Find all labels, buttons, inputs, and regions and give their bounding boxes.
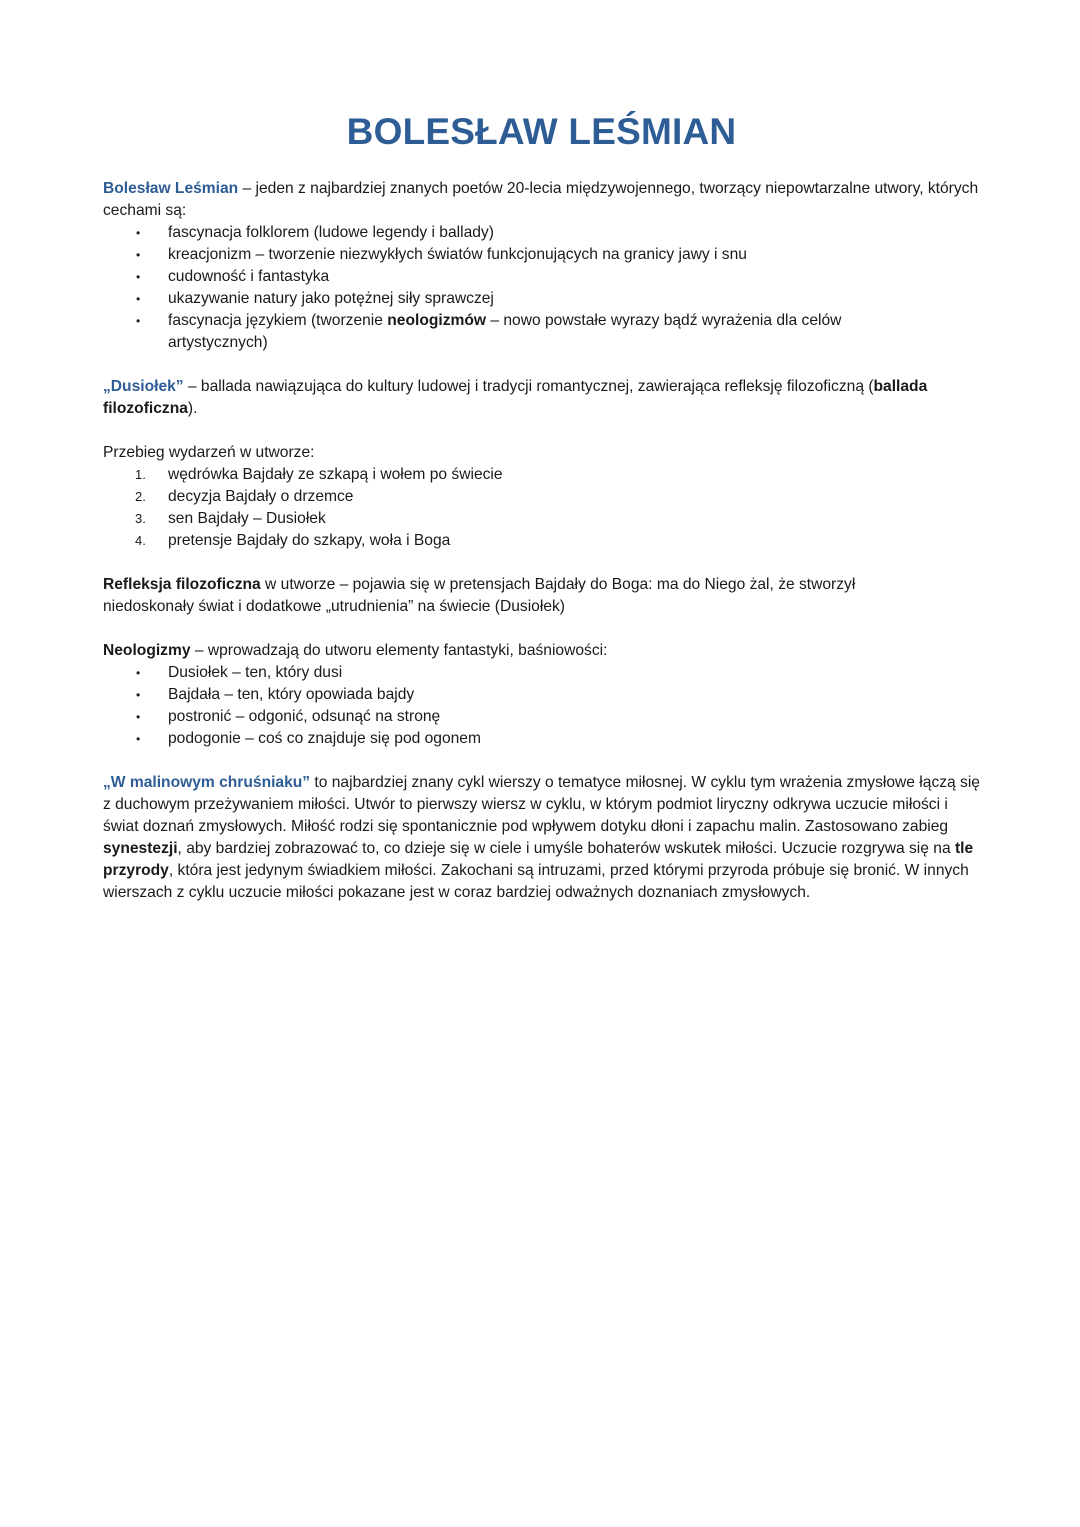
list-item: • ukazywanie natury jako potężnej siły sprawczej bbox=[103, 288, 980, 310]
bullet-icon: • bbox=[136, 226, 141, 240]
malinowy-title: „W malinowym chruśniaku” bbox=[103, 774, 311, 791]
neologisms-list bbox=[103, 662, 980, 750]
list-item: • Dusiołek – ten, który dusi bbox=[103, 662, 980, 684]
bullet-icon: • bbox=[136, 688, 141, 702]
neologisms-heading: Neologizmy – wprowadzają do utworu elementy fantastyki, baśniowości: bbox=[103, 642, 608, 659]
list-item: • fascynacja folklorem (ludowe legendy i ballady) bbox=[103, 222, 980, 244]
bullet-icon: • bbox=[136, 314, 141, 328]
bullet-icon: • bbox=[136, 248, 141, 262]
list-item: • podogonie – coś co znajduje się pod ogonem bbox=[103, 728, 980, 750]
events-list bbox=[103, 464, 980, 552]
bullet-icon: • bbox=[136, 270, 141, 284]
bullet-icon: • bbox=[136, 292, 141, 306]
list-item: • fascynacja językiem (tworzenie neologizmów – nowo powstałe wyrazy bądź wyrażenia dla celów artystycznych) bbox=[136, 312, 842, 351]
features-list bbox=[103, 222, 980, 354]
list-item: • postronić – odgonić, odsunąć na stronę bbox=[103, 706, 980, 728]
reflection-paragraph: Refleksja filozoficzna w utworze – pojawia się w pretensjach Bajdały do Boga: ma do Niego żal, że stworzył niedoskonały świat i dodatkowe „utrudnienia” na świecie (Dusiołek) bbox=[103, 576, 856, 615]
document-body bbox=[103, 178, 980, 904]
intro-paragraph bbox=[103, 178, 980, 222]
list-item: 3. sen Bajdały – Dusiołek bbox=[135, 510, 326, 527]
list-item: • Bajdała – ten, który opowiada bajdy bbox=[103, 684, 980, 706]
events-heading: Przebieg wydarzeń w utworze: bbox=[103, 444, 315, 461]
list-item: 4. pretensje Bajdały do szkapy, woła i Boga bbox=[135, 532, 451, 549]
intro-text: – jeden z najbardziej znanych poetów 20-lecia międzywojennego, tworzący niepowtarzalne utwory, których cechami są: bbox=[103, 180, 979, 219]
bullet-icon: • bbox=[136, 666, 141, 680]
list-item: • cudowność i fantastyka bbox=[103, 266, 980, 288]
list-item: 2. decyzja Bajdały o drzemce bbox=[135, 488, 354, 505]
dusiolek-title: „Dusiołek” bbox=[103, 378, 184, 395]
list-item: • kreacjonizm – tworzenie niezwykłych światów funkcjonujących na granicy jawy i snu bbox=[103, 244, 980, 266]
author-name: Bolesław Leśmian bbox=[103, 180, 239, 197]
dusiolek-paragraph: „Dusiołek” – ballada nawiązująca do kultury ludowej i tradycji romantycznej, zawierająca refleksję filozoficzną (ballada filozoficzna). bbox=[103, 378, 928, 417]
bullet-icon: • bbox=[136, 732, 141, 746]
list-item: 1. wędrówka Bajdały ze szkapą i wołem po świecie bbox=[135, 466, 503, 483]
bullet-icon: • bbox=[136, 710, 141, 724]
malinowy-paragraph: „W malinowym chruśniaku” to najbardziej znany cykl wierszy o tematyce miłosnej. W cyklu tym wrażenia zmysłowe łączą się z duchowym przeżywaniem miłości. Utwór to pierwszy wiersz w cyklu, w którym podmiot liryczny odkrywa uczucie miłości i świat doznań zmysłowych. Miłość rodzi się spontanicznie pod wpływem dotyku dłoni i zapachu malin. Zastosowano zabieg synestezji, aby bardziej zobrazować to, co dzieje się w ciele i umyśle bohaterów wskutek miłości. Uczucie rozgrywa się na tle przyrody, która jest jedynym świadkiem miłości. Zakochani są intruzami, przed którymi przyroda próbuje się bronić. W innych wierszach z cyklu uczucie miłości pokazane jest w coraz bardziej odważnych doznaniach zmysłowych. bbox=[103, 774, 980, 901]
page-title: BOLESŁAW LEŚMIAN bbox=[346, 111, 737, 152]
